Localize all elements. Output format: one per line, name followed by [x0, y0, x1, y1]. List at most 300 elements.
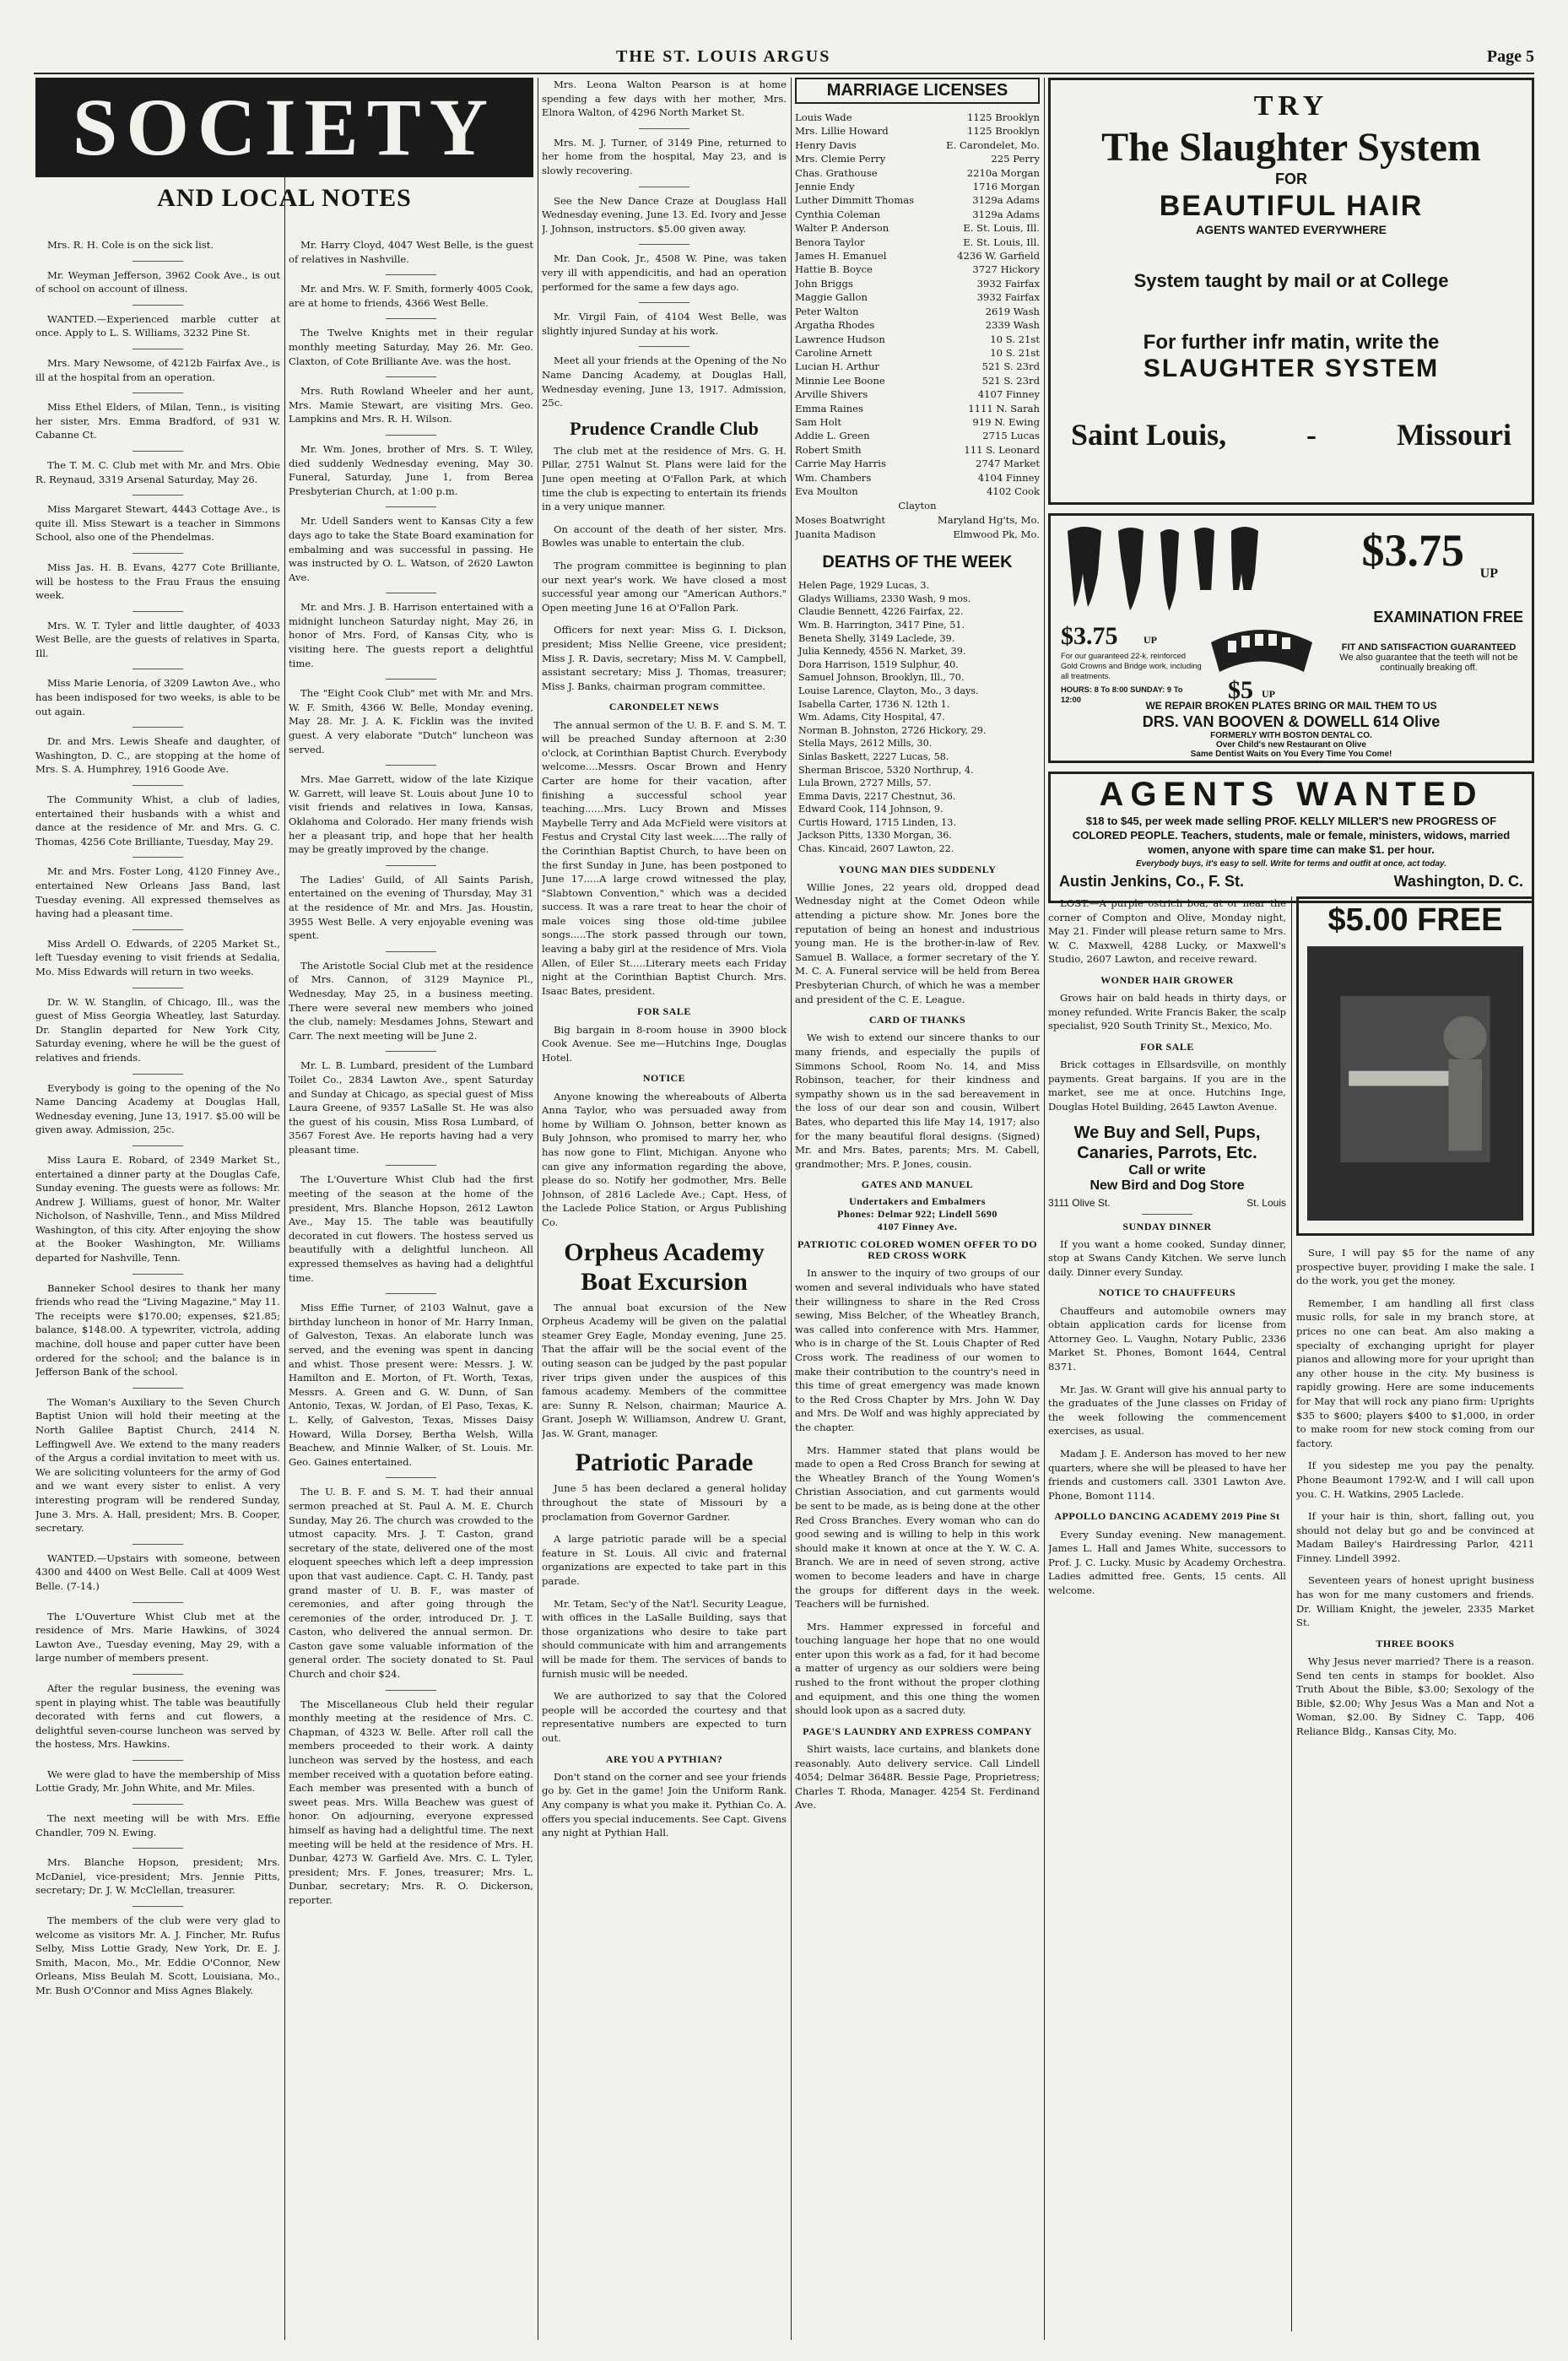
- society-column-2: [289, 238, 533, 2340]
- society-item: Dr. and Mrs. Lewis Sheafe and daughter, of Washington, D. C., are stopping at the home of Mrs. S. A. Humphrey, 1916 Goode Ave.: [35, 735, 280, 776]
- redcross-paragraph: Mrs. Hammer expressed in forceful and touching language her hope that no one would enter upon this work as a fad, for it had become a matter of urgency as our soldiers were being rushed to the front without the proper clothing and equipment, and this one thing the women should look upon as a sacred duty.: [795, 1620, 1040, 1717]
- ad-paragraph: Why Jesus never married? There is a reason. Send ten cents in stamps for booklet. Also Truth About the Bible, $3.00; Sexology of the Bible, $2.00; Why Jesus Was a Man and Not a Woman, $2.00. By Sidney C. Tapp, 406 Reliance Bldg., Kansas City, Mo.: [1296, 1655, 1534, 1737]
- over-restaurant: Over Child's new Restaurant on Olive: [1216, 740, 1366, 750]
- license-name: Walter P. Anderson: [795, 222, 889, 235]
- license-row: [795, 346, 1040, 360]
- page-number: Page 5: [1486, 47, 1534, 66]
- license-address: 4236 W. Garfield: [957, 250, 1040, 263]
- society-item: Mrs. Blanche Hopson, president; Mrs. McDaniel, vice-president; Mrs. Jennie Pitts, secretary; Dr. J. W. McClellan, treasurer.: [35, 1856, 280, 1897]
- orpheus-title-2: Boat Excursion: [581, 1267, 748, 1296]
- society-item: Everybody is going to the opening of the No Name Dancing Academy at Douglas Hall, Wednesday evening, June 13, 1917. $5.00 will be given away. Admission, 25c.: [35, 1081, 280, 1136]
- license-name: Eva Moulton: [795, 485, 858, 497]
- carondelet-paragraph: The annual sermon of the U. B. F. and S. M. T. will be preached Sunday afternoon at 2:30 o'clock, at Corinthian Baptist Church. Everybody welcome....Messrs. Oscar Brown and Henry Carter are home for their vacation, after finishing a successful school year teaching......Mrs. Lucy Brown and Misses Maybelle Terry and Ada McField were visitors at Festus and Crystal City last week.....The rally of the Corinthian Baptist Church, to have been on the first Sunday in June, has been postponed to June 17.....A large crowd witnessed the play, "Slabtown Convention," which was a decided success. It was a rare treat to hear the choir of male voices sing those old-time jubilee songs.....The stork passed through our town, leaving a baby girl at the residence of Mrs. Viola Allen, of Eiler St.....Literary meets each Friday night at the Corinthian Baptist Church. Mrs. Isaac Bates, president.: [542, 718, 787, 997]
- player-piano-photo-icon: [1307, 946, 1523, 1221]
- license-row: [795, 152, 1040, 165]
- license-row: [795, 318, 1040, 332]
- thanks-title: CARD OF THANKS: [868, 1014, 966, 1026]
- license-row: [795, 415, 1040, 429]
- fit-guarantee: [1329, 642, 1528, 673]
- masthead-rule: [34, 73, 1534, 74]
- society-item: Dr. W. W. Stanglin, of Chicago, Ill., was the guest of Miss Georgia Wheatley, last Saturday. Dr. Stanglin departed for New York City, Saturday evening, where he will be the guest of relatives and friends.: [35, 995, 280, 1064]
- ad-paragraph: Sure, I will pay $5 for the name of any prospective buyer, providing I make the sale. I do the work, you get the money.: [1296, 1247, 1534, 1287]
- news-item: See the New Dance Craze at Douglass Hall Wednesday evening, June 13. Ed. Ivory and Jesse J. Johnson, instructors. $5.00 given away.: [542, 194, 787, 235]
- prudence-title: Prudence Crandle Club: [570, 417, 759, 439]
- slaughter-dash: -: [1306, 418, 1317, 452]
- society-item: We were glad to have the membership of Miss Lottie Grady, Mr. John White, and Mr. Miles.: [35, 1768, 280, 1795]
- license-row: [795, 485, 1040, 498]
- license-address: 4102 Cook: [986, 485, 1040, 497]
- death-entry: Claudie Bennett, 4226 Fairfax, 22.: [798, 606, 964, 618]
- forsale-title: FOR SALE: [637, 1005, 691, 1018]
- license-name: Caroline Arnett: [795, 346, 873, 359]
- agents-wanted-footer: [1051, 871, 1532, 892]
- license-row: [795, 180, 1040, 193]
- separator: [132, 1602, 183, 1603]
- society-item: The L'Ouverture Whist Club had the first meeting of the season at the home of the president, Mrs. Blanche Hopson, 2612 Lawton Ave., May 15. The table was beautifully decorated in cut flowers. The hostess served us beautifully with a delightful luncheon. All expressed themselves as having had a delightful time.: [289, 1173, 533, 1284]
- license-address: 2339 Wash: [985, 319, 1040, 332]
- license-name: Juanita Madison: [795, 528, 876, 540]
- news-item: Mr. Dan Cook, Jr., 4508 W. Pine, was taken very ill with appendicitis, and had an operation performed for the same a few days ago.: [542, 252, 787, 293]
- redcross-paragraph: Mrs. Hammer stated that plans would be made to open a Red Cross Branch for sewing at the Wheatley Branch of the Young Women's Christian Association, and cut garments would be sent to be made, as is being done at the other Red Cross Branches. Every woman who can do good sewing and is willing to help in this work should make it known at once at the Y. W. C. A. Branch. We are in need of seven strong, active women to become leaders and have in charge the groups for different days in the week. Teachers will be furnished.: [795, 1443, 1040, 1611]
- license-address: 1125 Brooklyn: [967, 125, 1040, 138]
- society-item: The Community Whist, a club of ladies, entertained their husbands with a whist and dance at the residence of Mr. and Mrs. G. C. Thomas, 4256 Cote Brilliante, Tuesday, May 29.: [35, 793, 280, 847]
- license-name: Chas. Grathouse: [795, 166, 878, 179]
- prudence-paragraph: The program committee is beginning to plan our next year's work. We have closed a most successful year among our "American Authors." Open meeting June 16 at O'Fallon Park.: [542, 560, 787, 614]
- license-address: 111 S. Leonard: [964, 443, 1040, 456]
- death-entry: Julia Kennedy, 4556 N. Market, 39.: [798, 646, 966, 658]
- society-item: Mr. and Mrs. Foster Long, 4120 Finney Ave., entertained New Orleans Jass Band, last Tuesday evening. All expressed themselves as having had a pleasant time.: [35, 865, 280, 920]
- price-3-up: UP: [1262, 688, 1275, 700]
- license-address: E. St. Louis, Ill.: [963, 222, 1040, 235]
- license-row: [795, 528, 1040, 541]
- license-row: [795, 333, 1040, 346]
- crowns-desc: For our guaranteed 22-k. reinforced Gold Crowns and Bridge work, including all treatments.: [1061, 651, 1202, 680]
- dentists-name: DRS. VAN BOOVEN & DOWELL 614 Olive: [1142, 713, 1441, 730]
- death-entry: Louise Larence, Clayton, Mo., 3 days.: [798, 685, 979, 696]
- license-address: 2619 Wash: [985, 305, 1040, 317]
- slaughter-taught: System taught by mail or at College: [1133, 270, 1449, 291]
- separator: [132, 1804, 183, 1805]
- license-address: 919 N. Ewing: [972, 415, 1040, 428]
- death-entry: Samuel Johnson, Brooklyn, Ill., 70.: [798, 672, 965, 684]
- slaughter-further: For further infr matin, write the: [1143, 331, 1440, 354]
- slaughter-try: TRY: [1253, 90, 1329, 122]
- separator: [132, 1906, 183, 1907]
- license-address: 2210a Morgan: [966, 166, 1040, 179]
- society-item: Mr. Harry Cloyd, 4047 West Belle, is the guest of relatives in Nashville.: [289, 239, 533, 265]
- license-address: 3129a Adams: [972, 208, 1040, 220]
- fit-title: FIT AND SATISFACTION GUARANTEED: [1341, 642, 1517, 653]
- separator: [639, 128, 689, 129]
- repair-plates: WE REPAIR BROKEN PLATES BRING OR MAIL THEM TO US: [1145, 700, 1437, 712]
- separator: [386, 1293, 436, 1294]
- separator: [132, 1274, 183, 1275]
- examination-free: EXAMINATION FREE: [1373, 609, 1523, 625]
- column-rule: [1044, 78, 1045, 2340]
- gates-subtitle: Undertakers and Embalmers: [849, 1194, 986, 1207]
- gates-phone: Phones: Delmar 922; Lindell 5690: [837, 1207, 998, 1220]
- license-name: Arville Shivers: [795, 388, 868, 401]
- license-name: Emma Raines: [795, 402, 863, 414]
- agents-company: Austin Jenkins, Co., F. St.: [1059, 873, 1245, 890]
- license-row: [795, 374, 1040, 387]
- ad-paragraph: LOST.—A purple ostrich boa, at or near the corner of Compton and Olive, Monday night, May 21. Finder will please return same to Mrs. W. C. Maxwell, 4288 Lucky, or Maxwell's Studio, 2607 Lawton, and receive reward.: [1048, 897, 1286, 966]
- fit-body: We also guarantee that the teeth will not be continually breaking off.: [1339, 653, 1518, 673]
- separator: [386, 865, 436, 866]
- license-address: Elmwood Pk, Mo.: [953, 528, 1040, 540]
- same-dentist: Same Dentist Waits on You Every Time You Come!: [1190, 750, 1392, 759]
- ad-paragraph: Madam J. E. Anderson has moved to her new quarters, where she will be pleased to have her friends and customers call. 3301 Lawton Ave. Phone, Bomont 1114.: [1048, 1448, 1286, 1502]
- separator: [1142, 1214, 1192, 1215]
- license-name: Peter Walton: [795, 305, 859, 317]
- death-entry: Emma Davis, 2217 Chestnut, 36.: [798, 790, 956, 802]
- society-item: Mrs. W. T. Tyler and little daughter, of 4033 West Belle, are the guests of relatives in Sparta, Ill.: [35, 619, 280, 659]
- agents-wanted-line-1: $18 to $45, per week made selling PROF. KELLY MILLER'S new PROGRESS OF COLORED PEOPLE. Teachers, students, male or female, ministers, widows, married women, anyone with spare time can make $1. per hour.: [1072, 815, 1511, 856]
- slaughter-system-title: The Slaughter System: [1101, 125, 1481, 170]
- death-entry: Dora Harrison, 1519 Sulphur, 40.: [798, 658, 959, 670]
- license-row: [795, 236, 1040, 249]
- price-3: $5: [1228, 676, 1253, 704]
- license-row: [795, 360, 1040, 373]
- license-name: Lucian H. Arthur: [795, 360, 879, 373]
- society-item: Mrs. R. H. Cole is on the sick list.: [47, 239, 214, 251]
- society-item: Mr. and Mrs. J. B. Harrison entertained with a midnight luncheon Saturday night, May 26, in honor of Mrs. Ford, of Kansas City, who is visiting here. The guests report a delightful time.: [289, 601, 533, 669]
- license-name: Sam Holt: [795, 415, 841, 428]
- license-row: [795, 193, 1040, 207]
- prudence-paragraph: On account of the death of her sister, Mrs. Bowles was unable to entertain the club.: [542, 523, 787, 550]
- license-address: 4107 Finney: [977, 388, 1040, 401]
- license-address: Maryland Hg'ts, Mo.: [937, 514, 1040, 527]
- separator: [132, 261, 183, 262]
- ad-paragraph: Remember, I am handling all first class music rolls, for sale in my branch store, at prices no one can beat. Am also making a specialty of exchanging upright for player pianos and allowing more for your upright than any other house in the city. My business is rapidly growing. Here are some inducements for May that will rock any piano firm: Uprights $35 to $600; players $400 to $1,000, in order to make room for new stock coming from our factory.: [1296, 1297, 1534, 1449]
- ad-heading: THREE BOOKS: [1376, 1637, 1455, 1649]
- price-1: $3.75: [1361, 525, 1464, 576]
- price-2: $3.75: [1061, 622, 1118, 650]
- slaughter-city: Saint Louis,: [1071, 418, 1227, 452]
- license-address: E. Carondelet, Mo.: [946, 138, 1040, 151]
- license-name: Addie L. Green: [795, 430, 870, 442]
- separator: [386, 765, 436, 766]
- license-name: Maggie Gallon: [795, 291, 868, 304]
- separator: [132, 1388, 183, 1389]
- ad-paragraph: If you want a home cooked, Sunday dinner, stop at Swans Candy Kitchen. We serve lunch daily. Dinner every Sunday.: [1048, 1237, 1286, 1278]
- prudence-paragraph: The club met at the residence of Mrs. G. H. Pillar, 2751 Walnut St. Plans were laid for the June open meeting at O'Fallon Park, at which time the club is expecting to entertain its friends in a very unique manner.: [542, 444, 787, 513]
- patriotic-paragraph: A large patriotic parade will be a special feature in St. Louis. All civic and fraternal organizations are expected to take part in this parade.: [542, 1533, 787, 1588]
- separator: [386, 318, 436, 319]
- license-name: Carrie May Harris: [795, 458, 886, 470]
- ad-heading: APPOLLO DANCING ACADEMY 2019 Pine St: [1054, 1510, 1280, 1523]
- license-row: [795, 457, 1040, 470]
- license-row: [795, 221, 1040, 235]
- license-address: 10 S. 21st: [990, 333, 1040, 345]
- license-name: James H. Emanuel: [795, 250, 887, 263]
- separator: [132, 305, 183, 306]
- society-item: Miss Jas. H. B. Evans, 4277 Cote Brilliante, will be hostess to the Frau Fraus the ensuing week.: [35, 560, 280, 602]
- separator: [386, 376, 436, 377]
- slaughter-state: Missouri: [1396, 418, 1511, 452]
- death-entry: Stella Mays, 2612 Mills, 30.: [798, 738, 933, 750]
- separator: [386, 506, 436, 507]
- news-column-3: [542, 78, 787, 2340]
- masthead: [34, 44, 1534, 69]
- ads-subcolumn-right: [1296, 896, 1534, 1747]
- society-item: The U. B. F. and S. M. T. had their annual sermon preached at St. Paul A. M. E. Church Sunday, May 26. The church was crowded to the utmost capacity. Mrs. J. T. Caston, grand secretary of the state, delivered one of the most eloquent speeches which left a deep impression upon that vast audience. Capt. C. H. Tandy, past grand master of U. B. F., was master of ceremonies, and after going through the ceremonies of the order, introduced Dr. J. T. Caston, who delivered the annual sermon. Dr. Caston gave some valuable information of the general order. The society donated to St. Paul Church and choir $24.: [289, 1486, 533, 1681]
- young-man-paragraph: Willie Jones, 22 years old, dropped dead Wednesday night at the Comet Odeon while attending a picture show. Mr. Jones bore the reputation of being an honest and industrious young man. He is the brother-in-law of Rev. Samuel B. Wallace, a former secretary of the Y. M. C. A. Funeral service will be held from Berea Presbyterian Church, of which he was a member and president of the C. E. League.: [795, 880, 1040, 1005]
- death-entry: Gladys Williams, 2330 Wash, 9 mos.: [798, 593, 971, 604]
- licenses-title: MARRIAGE LICENSES: [795, 78, 1040, 104]
- dental-footer: [1051, 700, 1532, 759]
- pets-ad: [1048, 1123, 1286, 1209]
- separator: [386, 435, 436, 436]
- death-entry: Wm. B. Harrington, 3417 Pine, 51.: [798, 619, 965, 631]
- separator: [639, 244, 689, 245]
- separator: [132, 785, 183, 786]
- news-item: Mr. Virgil Fain, of 4104 West Belle, was slightly injured Sunday at his work.: [542, 311, 787, 337]
- society-item: The L'Ouverture Whist Club met at the residence of Mrs. Marie Hawkins, of 3024 Lawton Ave., Tuesday evening, May 29, with a large number of members present.: [35, 1610, 280, 1665]
- license-row: [795, 208, 1040, 221]
- slaughter-system-2: SLAUGHTER SYSTEM: [1143, 355, 1440, 382]
- license-row: [795, 387, 1040, 401]
- teeth-illustration-icon: [1059, 523, 1363, 615]
- young-title: YOUNG MAN DIES SUDDENLY: [838, 863, 997, 875]
- separator: [386, 1051, 436, 1052]
- news-item: Mrs. Leona Walton Pearson is at home spending a few days with her mother, Mrs. Elnora Walton, of 4296 North Market St.: [542, 79, 787, 119]
- redcross-paragraph: In answer to the inquiry of two groups of our women and several individuals who have stated their willingness to share in the Red Cross sewing, Miss Belcher, of the Wheatley Branch, was called into conference with Mrs. Hammer, who is in charge of the St. Louis Chapter of Red Cross work. The readiness of our women to make their contribution to the country's need in this time of great emergency was made known to the Red Cross Chapter by Mrs. John W. Day and Mrs. De Wolf and was highly appreciated by the chapter.: [795, 1267, 1040, 1433]
- slaughter-for: FOR: [1275, 171, 1307, 187]
- ad-paragraph: Grows hair on bald heads in thirty days, or money refunded. Write Francis Baker, the scalp specialist, 920 South Trinity St., Mexico, Mo.: [1048, 992, 1286, 1032]
- separator: [132, 1848, 183, 1849]
- license-address: 3129a Adams: [972, 194, 1040, 207]
- license-row: [795, 277, 1040, 290]
- slaughter-hair: BEAUTIFUL HAIR: [1159, 190, 1424, 222]
- death-entry: Isabella Carter, 1736 N. 12th 1.: [798, 698, 950, 710]
- society-item: Miss Laura E. Robard, of 2349 Market St., entertained a dinner party at the Douglas Cafe, Sunday evening. The guests were as follows: Mr. Andrew J. Williams, guest of honor, Mr. Walter Nicholson, of Nashville, Tenn., and Miss Mildred Washington, of this city. After enjoying the show at the Booker Washington, Mr. Williams departed for Nashville, Tenn.: [35, 1153, 280, 1264]
- news-item: Mrs. M. J. Turner, of 3149 Pine, returned to her home from the hospital, May 23, and is slowly recovering.: [542, 136, 787, 176]
- thanks-paragraph: We wish to extend our sincere thanks to our many friends, and especially the pupils of Simmons School, Room No. 14, and Miss Robinson, teacher, for their kindness and sympathy shown us in the sad bereavement in the loss of our dear son and cousin, Wilbert Bates, who departed this life May 14, 1917; also for the many beautiful floral designs. (Signed) Mr. and Mrs. Bates, parents; Mrs. M. Cabell, grandmother; Mrs. P. Jones, cousin.: [795, 1032, 1040, 1170]
- license-address: 4104 Finney: [977, 471, 1040, 484]
- notice-title: NOTICE: [642, 1072, 686, 1085]
- redcross-title: PATRIOTIC COLORED WOMEN OFFER TO DO RED CROSS WORK: [797, 1238, 1038, 1262]
- separator: [132, 727, 183, 728]
- license-name: Henry Davis: [795, 138, 857, 151]
- license-row: [795, 429, 1040, 442]
- separator: [132, 1544, 183, 1545]
- death-entry: Sinlas Baskett, 2227 Lucas, 58.: [798, 750, 949, 762]
- slaughter-system-ad: [1048, 78, 1534, 505]
- license-row: [795, 402, 1040, 415]
- free-title: $5.00 FREE: [1327, 902, 1503, 938]
- separator: [132, 1074, 183, 1075]
- carondelet-title: CARONDELET NEWS: [608, 701, 720, 713]
- separator: [132, 857, 183, 858]
- forsale-paragraph: Big bargain in 8-room house in 3900 block Cook Avenue. See me—Hutchins Inge, Douglas Hotel.: [542, 1023, 787, 1064]
- separator: [386, 1477, 436, 1478]
- pets-headline: We Buy and Sell, Pups, Canaries, Parrots, Etc.: [1073, 1123, 1261, 1162]
- death-entry: Beneta Shelly, 3149 Laclede, 39.: [798, 632, 955, 644]
- license-address: E. St. Louis, Ill.: [963, 236, 1040, 248]
- license-name: Hattie B. Boyce: [795, 263, 873, 276]
- column-rule: [791, 78, 792, 2340]
- society-column-1: [35, 238, 280, 2340]
- society-header: [35, 78, 533, 238]
- ad-paragraph: Chauffeurs and automobile owners may obtain application cards for license from Attorney Geo. L. Vaughn, Notary Public, 2336 Market St. Phones, Bomont 1644, Central 8371.: [1048, 1304, 1286, 1373]
- ads-column: [1048, 78, 1534, 2340]
- society-item: The Aristotle Social Club met at the residence of Mrs. Cannon, of 3129 Maynice Pl., Wednesday, May 25, in a business meeting. There were several new members who joined the club, namely: Mesdames Johns, Stewart and Carr. The next meeting will be June 2.: [289, 959, 533, 1042]
- license-name: Luther Dimmitt Thomas: [795, 194, 915, 207]
- license-address: 225 Perry: [991, 153, 1040, 165]
- society-item: The Ladies' Guild, of All Saints Parish, entertained on the evening of Thursday, May 31 at the residence of Mr. and Mrs. Jas. Houstin, 3955 West Belle. A very enjoyable evening was spent.: [289, 873, 533, 942]
- patriotic-title: Patriotic Parade: [575, 1449, 754, 1477]
- license-address: 1716 Morgan: [972, 181, 1040, 193]
- masthead-title: THE ST. LOUIS ARGUS: [616, 47, 831, 66]
- death-entry: Helen Page, 1929 Lucas, 3.: [798, 580, 930, 592]
- news-column-4: [795, 78, 1040, 2340]
- license-row: [795, 290, 1040, 304]
- separator: [132, 929, 183, 930]
- subcolumn-rule: [1291, 896, 1292, 2331]
- death-entry: Edward Cook, 114 Johnson, 9.: [798, 804, 944, 815]
- news-item: Meet all your friends at the Opening of the No Name Dancing Academy, at Douglas Hall, Wednesday evening, June 13, 1917. Admission, 25c.: [542, 355, 787, 409]
- orpheus-title-1: Orpheus Academy: [564, 1237, 765, 1266]
- license-row: [795, 124, 1040, 138]
- society-item: Mrs. Ruth Rowland Wheeler and her aunt, Mrs. Mamie Stewart, are visiting Mrs. Geo. Lampkins and Mrs. R. H. Wilson.: [289, 385, 533, 425]
- hours: HOURS: 8 To 8:00 SUNDAY: 9 To 12:00: [1061, 685, 1183, 704]
- license-address: 3727 Hickory: [972, 263, 1040, 276]
- pets-call: Call or write: [1128, 1162, 1206, 1178]
- license-name: Minnie Lee Boone: [795, 374, 885, 387]
- ad-paragraph: If your hair is thin, short, falling out, you should not delay but go and be convinced at Madam Bailey's Hairdressing Parlor, 4211 Finney. Lindell 3992.: [1296, 1510, 1534, 1564]
- separator: [132, 451, 183, 452]
- license-row: [795, 166, 1040, 180]
- gates-title: GATES AND MANUEL: [861, 1178, 974, 1191]
- separator: [132, 1760, 183, 1761]
- patriotic-paragraph: Mr. Tetam, Sec'y of the Nat'l. Security League, with offices in the LaSalle Building, says that those organizations who desire to take part should communicate with him and arrangements will be made for them. The services of bands to furnish music will be needed.: [542, 1597, 787, 1680]
- license-name: Robert Smith: [795, 443, 862, 456]
- slaughter-location: [1051, 417, 1532, 452]
- license-address: 521 S. 23rd: [981, 374, 1040, 387]
- license-address: 2747 Market: [975, 458, 1040, 470]
- separator: [132, 553, 183, 554]
- license-row: [795, 513, 1040, 527]
- ad-paragraph: Every Sunday evening. New management. James L. Hall and James White, successors to Prof. J. C. Lucky. Music by Academy Orchestra. Ladies admitted free. Gents, 15 cents. All welcome.: [1048, 1528, 1286, 1596]
- licenses-subhead: Clayton: [898, 500, 937, 512]
- separator: [386, 951, 436, 952]
- pets-city: St. Louis: [1246, 1196, 1286, 1209]
- ad-heading: NOTICE TO CHAUFFEURS: [1098, 1286, 1236, 1299]
- ad-paragraph: Mr. Jas. W. Grant will give his annual party to the graduates of the June classes on Friday of the week following the commencement exercises, as usual.: [1048, 1383, 1286, 1438]
- license-address: 1125 Brooklyn: [967, 111, 1040, 123]
- orpheus-paragraph: The annual boat excursion of the New Orpheus Academy will be given on the palatial steamer Grey Eagle, Monday evening, June 25. That the affair will be the social event of the outing season can be judged by the past popular river trips given under the auspices of this famous academy. Members of the committee are: Sunny R. Nelson, chairman; Maurice A. Grant, Joseph W. Williamson, Andrew U. Grant, Jas. W. Grant, manager.: [542, 1301, 787, 1439]
- society-item: Miss Ethel Elders, of Milan, Tenn., is visiting her sister, Mrs. Emma Bradford, of 931 W. Cabanne Ct.: [35, 401, 280, 441]
- license-name: Wm. Chambers: [795, 471, 872, 484]
- death-entry: Wm. Adams, City Hospital, 47.: [798, 712, 945, 723]
- society-item: The members of the club were very glad to welcome as visitors Mr. A. J. Fincher, Mr. Rufus Selby, Miss Lottie Grady, New York, Dr. E. J. Smith, Macon, Mo., Mr. Eddie O'Connor, New Orleans, Miss Beulah M. Scott, Louisiana, Mo., Mr. Bush O'Connor and Miss Agnes Blakely.: [35, 1914, 280, 1996]
- separator: [386, 679, 436, 680]
- dental-ad: [1048, 513, 1534, 763]
- license-address: 10 S. 21st: [990, 346, 1040, 359]
- ads-subcolumn-left: [1048, 896, 1286, 1606]
- society-item: The next meeting will be with Mrs. Effie Chandler, 709 N. Ewing.: [35, 1812, 280, 1838]
- deaths-title: DEATHS OF THE WEEK: [822, 553, 1013, 572]
- price-2-up: UP: [1144, 634, 1157, 646]
- society-item: Mrs. Mae Garrett, widow of the late Kizique W. Garrett, will leave St. Louis about June 10 to visit friends and relatives in Iowa, Kansas, Oklahoma and Colorado. Her many friends wish her a pleasant trip, and hope that her health may be greatly improved by the change.: [289, 773, 533, 856]
- separator: [386, 1165, 436, 1166]
- license-address: 1111 N. Sarah: [968, 402, 1040, 414]
- license-row: [795, 138, 1040, 152]
- society-item: Miss Effie Turner, of 2103 Walnut, gave a birthday luncheon in honor of Mr. Harry Inman, of Galveston, Texas. An elaborate lunch was served, and the evening was spent in dancing and whist. Those present were: Messrs. J. W. Hamilton and E. Morton, of Ft. Worth, Texas, Messrs. A. Green and G. W. Dunn, of San Antonio, Texas, W. Jordan, of El Paso, Texas, K. L. Kelly, of Galveston, Texas, Misses Daisy Howard, Willa Dorsey, Bertha Welsh, Willa Beachew, and Minnie Walker, of St. Louis. Mr. Geo. Gaines entertained.: [289, 1302, 533, 1468]
- agents-wanted-title: AGENTS WANTED: [1099, 776, 1484, 813]
- pythian-paragraph: Don't stand on the corner and see your friends go by. Get in the game! Join the Uniform Rank. Any company is what you make it. Pythian Co. A. offers you special inducements. See Capt. Givens any night at Pythian Hall.: [542, 1770, 787, 1839]
- society-item: Mr. L. B. Lumbard, president of the Lumbard Toilet Co., 2834 Lawton Ave., spent Saturday and Sunday at Chicago, as special guest of Miss Laura Greene, of 9357 LaSalle St. He was also the guest of his cousin, Miss Rosa Lumbard, of 3567 Forest Ave. He reports having had a very pleasant time.: [289, 1059, 533, 1156]
- death-entry: Curtis Howard, 1715 Linden, 13.: [798, 816, 956, 828]
- society-item: After the regular business, the evening was spent in playing whist. The table was beautifully decorated with ferns and cut flowers, a delightful seven-course luncheon was served by the hostess, Mrs. Hawkins.: [35, 1681, 280, 1751]
- agents-wanted-line-2: Everybody buys, it's easy to sell. Write for terms and outfit at once, act today.: [1135, 859, 1447, 869]
- society-item: Banneker School desires to thank her many friends who read the "Living Magazine," May 11. The receipts were $170.00; expenses, $21.85; balance, $148.00. A typewriter, victrola, adding machine, doll house and paper cutter have been ordered for the school; and the balance is in Jefferson Bank of the school.: [35, 1281, 280, 1378]
- society-item: Mr. Weyman Jefferson, 3962 Cook Ave., is out of school on account of illness.: [35, 268, 280, 295]
- agents-wanted-ad: [1048, 772, 1534, 903]
- society-item: The Twelve Knights met in their regular monthly meeting Saturday, May 26. Mr. Geo. Claxton, of Cote Brilliante Ave. was the host.: [289, 327, 533, 367]
- separator: [386, 1690, 436, 1691]
- pets-store: New Bird and Dog Store: [1089, 1178, 1245, 1193]
- death-entry: Sherman Briscoe, 5320 Northrup, 4.: [798, 764, 974, 776]
- separator: [386, 274, 436, 275]
- ad-paragraph: Brick cottages in Ellsardsville, on monthly payments. Great bargains. If you are in the market, see me at once. Hutchins Inge, Douglas Hotel Building, 2645 Lawton Avenue.: [1048, 1059, 1286, 1113]
- license-name: Argatha Rhodes: [795, 319, 875, 332]
- license-row: [795, 111, 1040, 124]
- ad-paragraph: If you sidestep me you pay the penalty. Phone Beaumont 1792-W, and I will call upon you. C. H. Watkins, 2905 Laclede.: [1296, 1459, 1534, 1500]
- license-name: Cynthia Coleman: [795, 208, 881, 220]
- license-name: Mrs. Lillie Howard: [795, 125, 889, 138]
- license-address: 2715 Lucas: [982, 430, 1040, 442]
- license-name: Lawrence Hudson: [795, 333, 885, 345]
- gates-address: 4107 Finney Ave.: [877, 1220, 958, 1232]
- license-name: Jennie Endy: [795, 181, 855, 193]
- license-row: [795, 263, 1040, 276]
- society-item: The Miscellaneous Club held their regular monthly meeting at the residence of Mrs. C. Chapman, of 4323 W. Belle. After roll call the members proceeded to their work. A dainty luncheon was served by the hostess, and each member received with a quotation before eating. Each member was presented with a bunch of sweet peas. Mrs. Willa Beachew was guest of honor. On adjourning, everyone expressed himself as having had a delightful time. The next meeting will be held at the residence of Mrs. H. Dunbar, 4273 W. Garfield Ave. Mrs. C. L. Tyler, president; Mrs. F. Jones, treasurer; Mrs. L. Dunbar, secretary; Mrs. R. O. Dickerson, reporter.: [289, 1698, 533, 1906]
- dental-plate-icon: [1203, 625, 1321, 685]
- death-entry: Chas. Kincaid, 2607 Lawton, 22.: [798, 843, 954, 855]
- license-address: 3932 Fairfax: [976, 277, 1040, 290]
- society-item: Miss Margaret Stewart, 4443 Cottage Ave., is quite ill. Miss Stewart is a teacher in Simmons School, also one of the Phendelmas.: [35, 503, 280, 544]
- society-item: The "Eight Cook Club" met with Mr. and Mrs. W. F. Smith, 4366 W. Belle, Monday evening, May 28. Mr. J. A. K. Ficklin was the invited guest. A very elaborate "Dutch" luncheon was served.: [289, 687, 533, 755]
- license-name: Moses Boatwright: [795, 514, 886, 527]
- crowns-text: [1061, 651, 1204, 705]
- free-five-dollars-ad: [1296, 896, 1534, 1236]
- pythian-title: ARE YOU A PYTHIAN?: [605, 1752, 723, 1765]
- pets-address: 3111 Olive St.: [1048, 1196, 1111, 1209]
- formerly: FORMERLY WITH BOSTON DENTAL CO.: [1210, 731, 1372, 740]
- society-item: Miss Ardell O. Edwards, of 2205 Market St., left Tuesday evening to visit friends at Sedalia, Mo. Miss Edwards will return in two weeks.: [35, 937, 280, 977]
- license-name: Mrs. Clemie Perry: [795, 153, 886, 165]
- license-row: [795, 249, 1040, 263]
- society-item: WANTED.—Experienced marble cutter at once. Apply to L. S. Williams, 3232 Pine St.: [35, 312, 280, 339]
- society-item: Mr. Wm. Jones, brother of Mrs. S. T. Wiley, died suddenly Wednesday evening, May 30. Funeral, Saturday, June 1, from Berea Presbyterian Church, at 1:00 p.m.: [289, 442, 533, 497]
- ad-heading: SUNDAY DINNER: [1122, 1220, 1212, 1232]
- ad-heading: WONDER HAIR GROWER: [1100, 973, 1234, 986]
- separator: [132, 1674, 183, 1675]
- separator: [639, 302, 689, 303]
- license-row: [795, 471, 1040, 485]
- ad-heading: FOR SALE: [1140, 1040, 1194, 1053]
- society-banner: SOCIETY: [35, 78, 533, 177]
- society-item: The Woman's Auxiliary to the Seven Church Baptist Union will hold their meeting at the North Galilee Baptist Church, 2414 N. Leffingwell Ave. We extend to the many readers of the Argus a cordial invitation to meet with us. We are soliciting volunteers for the army of God and we want every sister to enlist. A very interesting program will be rendered Sunday, June 3. Mrs. A. Hall, president; Mrs. B. Cooper, secretary.: [35, 1395, 280, 1535]
- society-item: Mr. Udell Sanders went to Kansas City a few days ago to take the State Board examination for embalming and was successful in passing. He was instructed by O. L. Watson, of 2620 Lawton Ave.: [289, 515, 533, 583]
- death-entry: Jackson Pitts, 1330 Morgan, 36.: [798, 830, 952, 842]
- column-rule: [284, 78, 285, 2340]
- license-row: [795, 443, 1040, 457]
- society-item: Mr. and Mrs. W. F. Smith, formerly 4005 Cook, are at home to friends, 4366 West Belle.: [289, 283, 533, 309]
- license-name: Louis Wade: [795, 111, 852, 123]
